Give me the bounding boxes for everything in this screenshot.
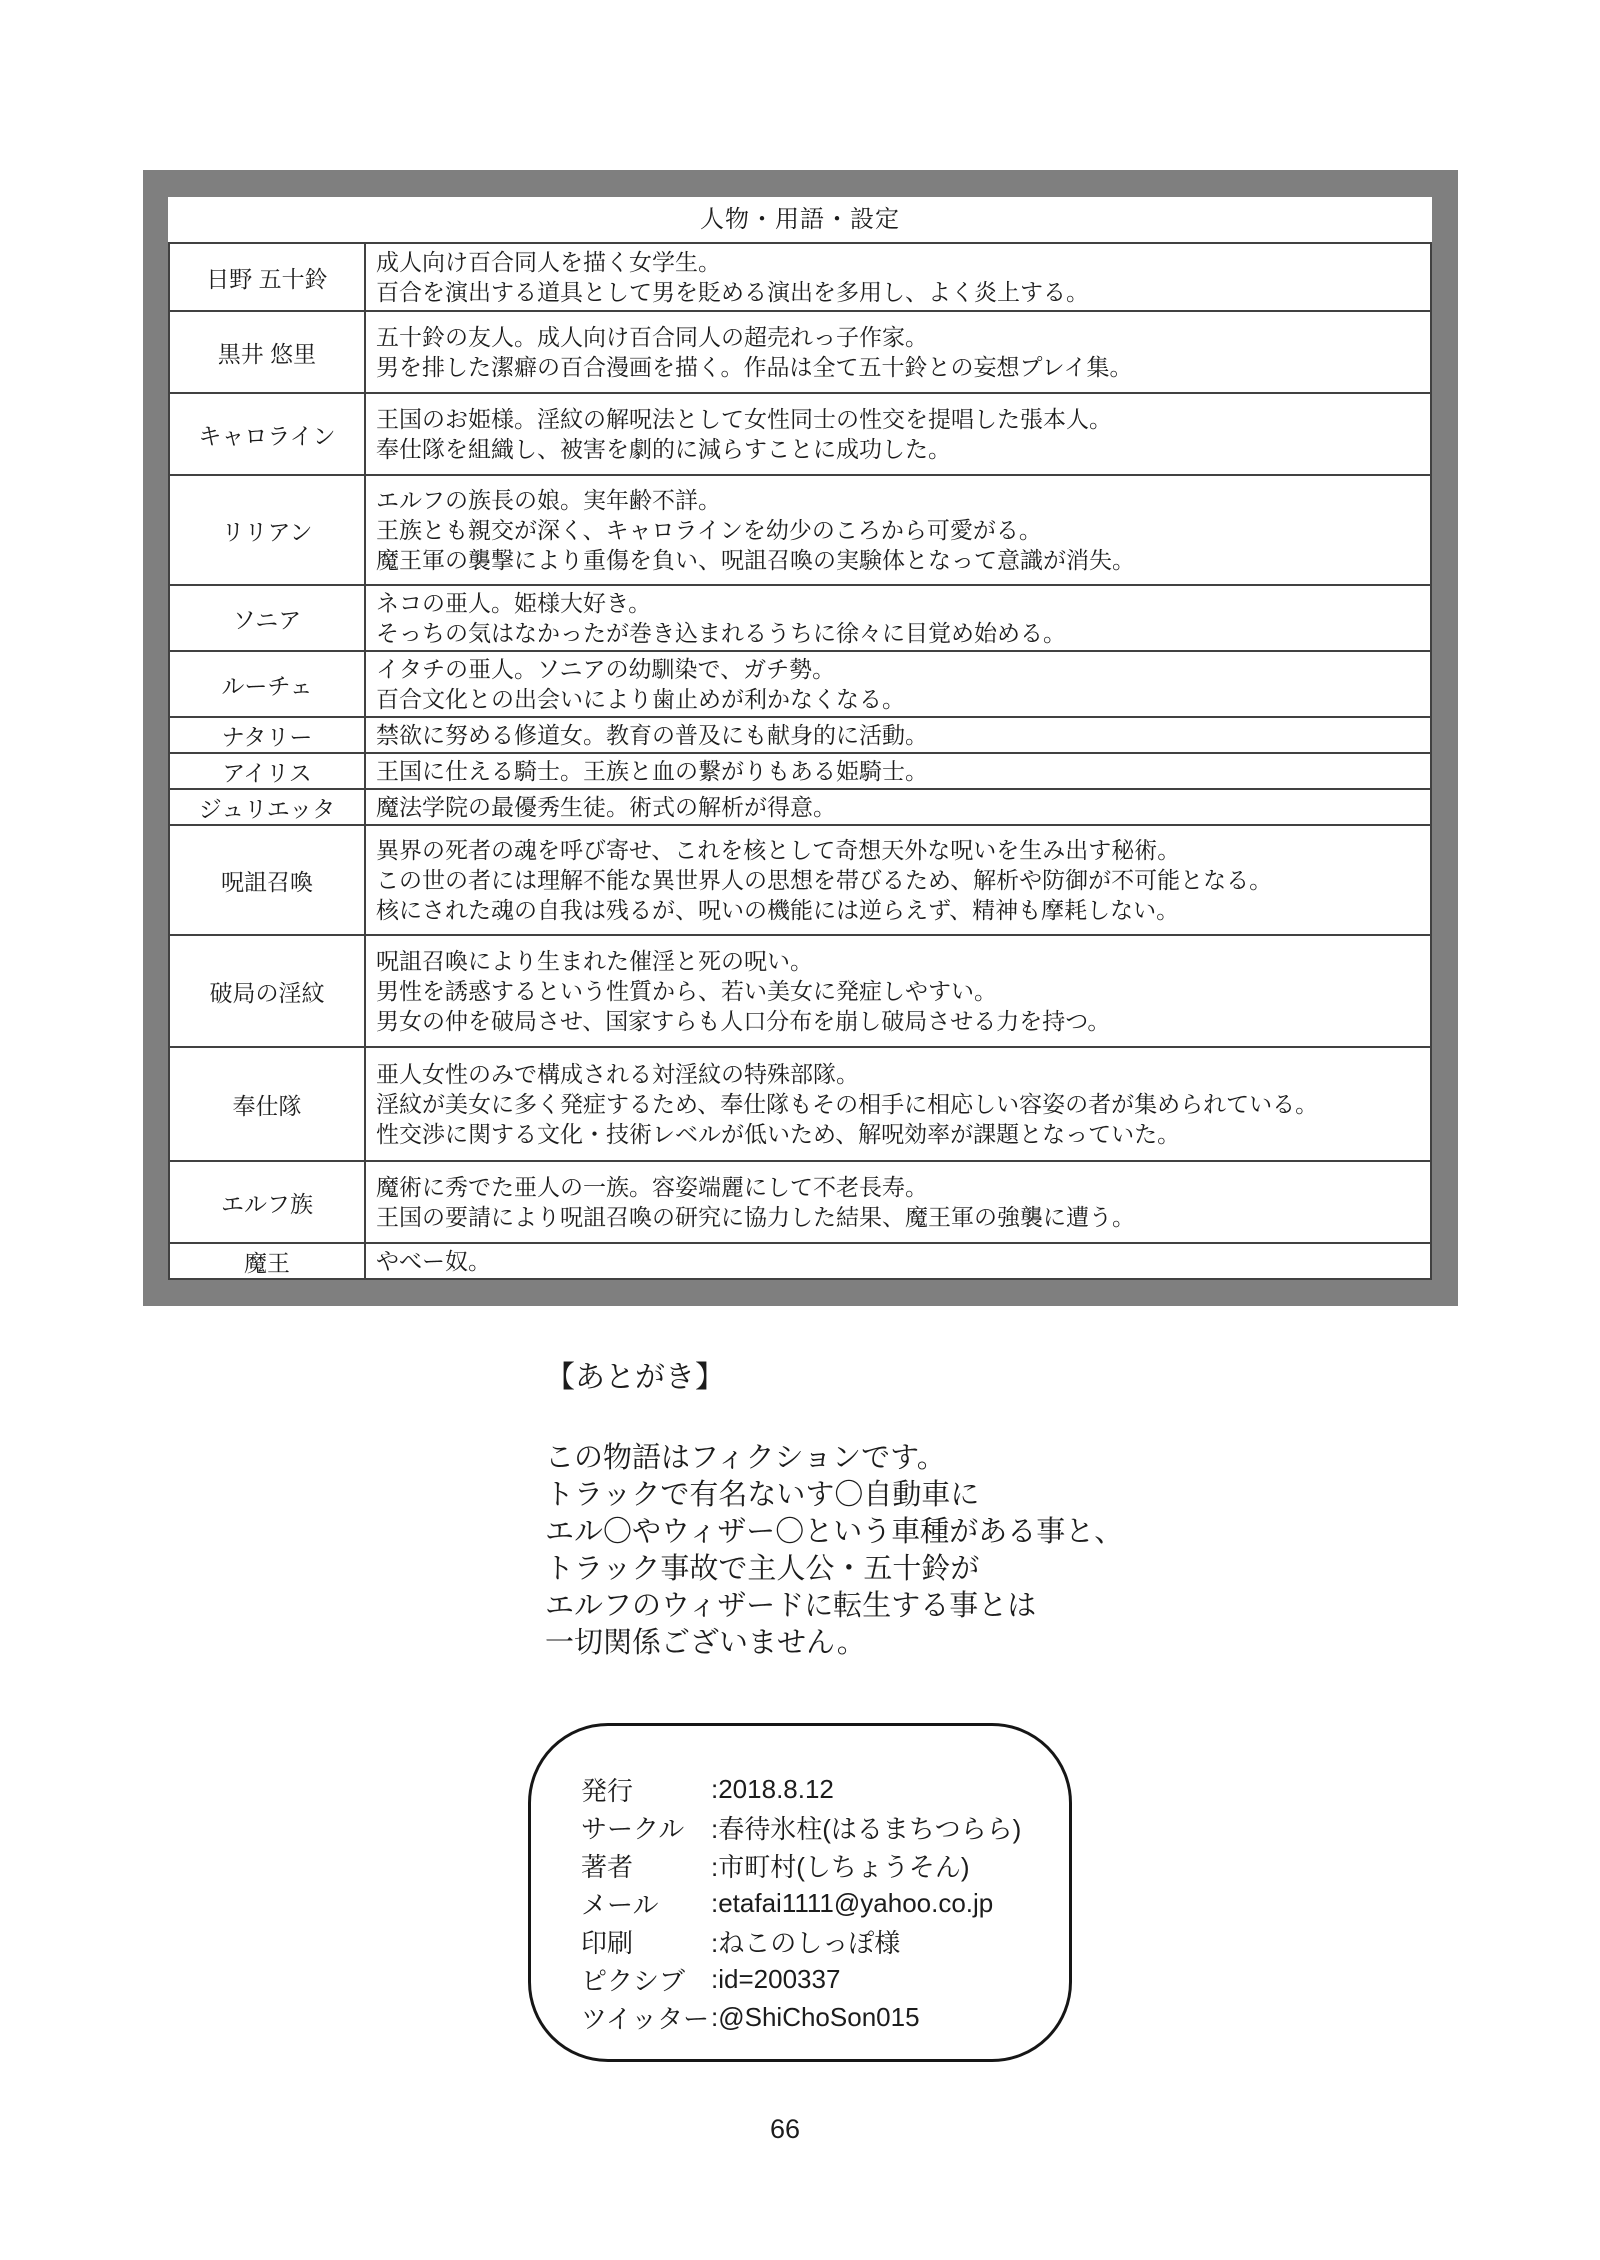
- description-cell: [365, 393, 1431, 475]
- table-row: [169, 1047, 1431, 1161]
- table-row: [169, 585, 1431, 651]
- description-line: 性交渉に関する文化・技術レベルが低いため、解呪効率が課題となっていた。: [376, 1121, 1181, 1147]
- table-row: [169, 393, 1431, 475]
- colophon-label: サークル: [581, 1813, 685, 1844]
- description-line: 魔法学院の最優秀生徒。術式の解析が得意。: [376, 794, 836, 820]
- colophon-box: [528, 1723, 1072, 2062]
- colophon-row: [581, 1960, 1069, 1998]
- description-cell: [365, 825, 1431, 935]
- colophon-value: :春待氷柱(はるまちつらら): [711, 1813, 1022, 1844]
- term-cell: ナタリー: [169, 717, 365, 753]
- colophon-label: 発行: [581, 1775, 634, 1806]
- afterword-section: [545, 1352, 1123, 1662]
- description-line: 王国のお姫様。淫紋の解呪法として女性同士の性交を提唱した張本人。: [376, 406, 1112, 432]
- table-row: [169, 753, 1431, 789]
- afterword-line: トラック事故で主人公・五十鈴が: [545, 1553, 980, 1585]
- description-line: 王国に仕える騎士。王族と血の繋がりもある姫騎士。: [376, 758, 928, 784]
- description-line: 異界の死者の魂を呼び寄せ、これを核として奇想天外な呪いを生み出す秘術。: [376, 837, 1181, 863]
- description-line: 成人向け百合同人を描く女学生。: [376, 249, 721, 275]
- colophon-value: :ねこのしっぽ様: [711, 1927, 901, 1958]
- colophon-label: メール: [581, 1889, 659, 1920]
- description-line: 亜人女性のみで構成される対淫紋の特殊部隊。: [376, 1061, 859, 1087]
- description-line: 男を排した潔癖の百合漫画を描く。作品は全て五十鈴との妄想プレイ集。: [376, 354, 1133, 380]
- description-line: 淫紋が美女に多く発症するため、奉仕隊もその相手に相応しい容姿の者が集められている。: [376, 1091, 1319, 1117]
- description-line: イタチの亜人。ソニアの幼馴染で、ガチ勢。: [376, 656, 836, 682]
- description-cell: [365, 1243, 1431, 1279]
- description-line: 魔術に秀でた亜人の一族。容姿端麗にして不老長寿。: [376, 1174, 928, 1200]
- term-cell: ジュリエッタ: [169, 789, 365, 825]
- term-cell: エルフ族: [169, 1161, 365, 1243]
- colophon-row: [581, 1884, 1069, 1922]
- table-row: [169, 475, 1431, 585]
- colophon-value: :etafai1111@yahoo.co.jp: [711, 1887, 994, 1918]
- description-line: 核にされた魂の自我は残るが、呪いの機能には逆らえず、精神も摩耗しない。: [376, 897, 1180, 923]
- afterword-line: エル〇やウィザー〇という車種がある事と、: [545, 1516, 1124, 1548]
- glossary-title: 人物・用語・設定: [700, 206, 900, 233]
- colophon-value: :id=200337: [711, 1963, 841, 1994]
- description-line: 禁欲に努める修道女。教育の普及にも献身的に活動。: [376, 722, 928, 748]
- afterword-heading: 【あとがき】: [545, 1361, 725, 1394]
- description-cell: [365, 585, 1431, 651]
- description-line: 百合を演出する道具として男を貶める演出を多用し、よく炎上する。: [376, 279, 1089, 305]
- description-line: 百合文化との出会いにより歯止めが利かなくなる。: [376, 686, 905, 712]
- term-cell: 魔王: [169, 1243, 365, 1279]
- colophon-row: [581, 1922, 1069, 1960]
- description-line: そっちの気はなかったが巻き込まれるうちに徐々に目覚め始める。: [376, 620, 1066, 646]
- description-cell: [365, 243, 1431, 311]
- term-cell: 呪詛召喚: [169, 825, 365, 935]
- description-cell: [365, 1047, 1431, 1161]
- description-line: 呪詛召喚により生まれた催淫と死の呪い。: [376, 948, 813, 974]
- colophon-row: [581, 1998, 1069, 2036]
- afterword-line: エルフのウィザードに転生する事とは: [545, 1590, 1037, 1622]
- table-row: [169, 1243, 1431, 1279]
- colophon-label: ツイッター: [581, 2003, 710, 2034]
- page-number: 66: [769, 2114, 801, 2144]
- description-line: やべー奴。: [376, 1248, 491, 1274]
- description-cell: [365, 789, 1431, 825]
- table-row: [169, 311, 1431, 393]
- term-cell: ルーチェ: [169, 651, 365, 717]
- term-cell: ソニア: [169, 585, 365, 651]
- description-line: 王国の要請により呪詛召喚の研究に協力した結果、魔王軍の強襲に遭う。: [376, 1204, 1135, 1230]
- table-row: [169, 1161, 1431, 1243]
- colophon-label: 印刷: [581, 1927, 634, 1958]
- colophon-row: [581, 1770, 1069, 1808]
- description-cell: [365, 1161, 1431, 1243]
- colophon-label: ピクシブ: [581, 1965, 686, 1996]
- table-row: [169, 825, 1431, 935]
- description-cell: [365, 311, 1431, 393]
- table-row: [169, 717, 1431, 753]
- term-cell: 奉仕隊: [169, 1047, 365, 1161]
- term-cell: アイリス: [169, 753, 365, 789]
- description-line: 王族とも親交が深く、キャロラインを幼少のころから可愛がる。: [376, 517, 1042, 543]
- term-cell: 日野 五十鈴: [169, 243, 365, 311]
- afterword-line: トラックで有名ないす〇自動車に: [545, 1479, 980, 1511]
- term-cell: リリアン: [169, 475, 365, 585]
- colophon-label: 著者: [581, 1851, 634, 1882]
- description-line: 奉仕隊を組織し、被害を劇的に減らすことに成功した。: [376, 436, 951, 462]
- description-line: 男女の仲を破局させ、国家すらも人口分布を崩し破局させる力を持つ。: [376, 1008, 1111, 1034]
- description-cell: [365, 717, 1431, 753]
- description-line: この世の者には理解不能な異世界人の思想を帯びるため、解析や防御が不可能となる。: [376, 867, 1273, 893]
- colophon-value: :2018.8.12: [711, 1773, 834, 1804]
- term-cell: 破局の淫紋: [169, 935, 365, 1047]
- description-line: 男性を誘惑するという性質から、若い美女に発症しやすい。: [376, 978, 997, 1004]
- description-cell: [365, 651, 1431, 717]
- afterword-body: [545, 1440, 1123, 1662]
- table-row: [169, 935, 1431, 1047]
- colophon-value: :@ShiChoSon015: [711, 2001, 920, 2032]
- description-cell: [365, 935, 1431, 1047]
- colophon-row: [581, 1808, 1069, 1846]
- description-line: 五十鈴の友人。成人向け百合同人の超売れっ子作家。: [376, 324, 928, 350]
- table-row: [169, 243, 1431, 311]
- term-cell: 黒井 悠里: [169, 311, 365, 393]
- colophon-row: [581, 1846, 1069, 1884]
- description-cell: [365, 475, 1431, 585]
- description-cell: [365, 753, 1431, 789]
- afterword-line: この物語はフィクションです。: [545, 1442, 946, 1474]
- glossary-frame: [143, 170, 1458, 1306]
- afterword-line: 一切関係ございません。: [545, 1627, 866, 1659]
- table-row: [169, 651, 1431, 717]
- colophon-value: :市町村(しちょうそん): [711, 1851, 970, 1882]
- description-line: ネコの亜人。姫様大好き。: [376, 590, 652, 616]
- description-line: 魔王軍の襲撃により重傷を負い、呪詛召喚の実験体となって意識が消失。: [376, 547, 1135, 573]
- description-line: エルフの族長の娘。実年齢不詳。: [376, 487, 721, 513]
- table-row: [169, 789, 1431, 825]
- glossary-table: [168, 197, 1432, 1280]
- term-cell: キャロライン: [169, 393, 365, 475]
